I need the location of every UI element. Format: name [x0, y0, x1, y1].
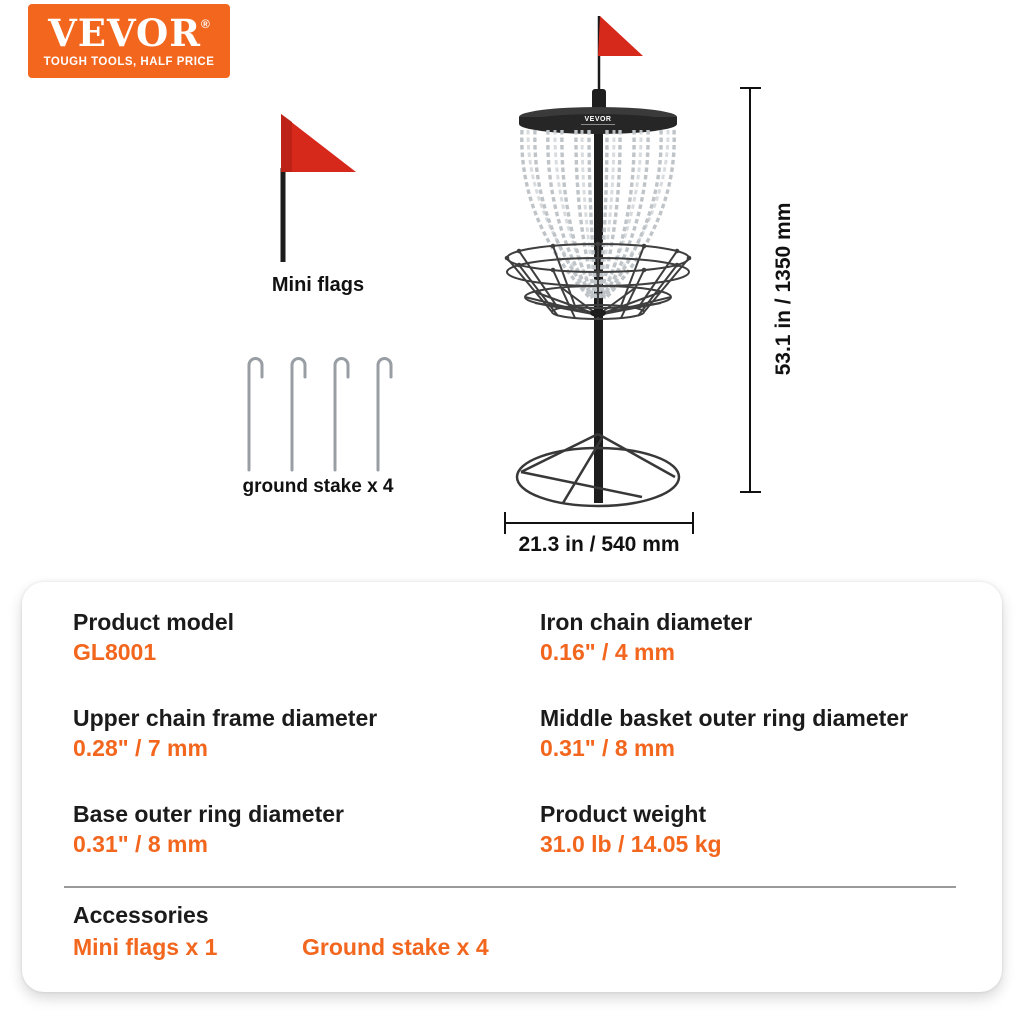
mini-flags-label: Mini flags	[271, 274, 365, 296]
spec-value: 0.31" / 8 mm	[540, 735, 675, 761]
spec-iron-chain-diameter	[540, 608, 980, 667]
spec-value: 0.28" / 7 mm	[73, 735, 208, 761]
spec-product-model	[73, 608, 513, 667]
spec-label: Product weight	[540, 801, 707, 827]
brand-name: VEVOR	[48, 10, 202, 55]
spec-label: Iron chain diameter	[540, 609, 753, 635]
ground-stake-icon	[378, 359, 391, 471]
spec-value: GL8001	[73, 639, 157, 665]
ground-stake-label: ground stake x 4	[242, 476, 394, 497]
registered-mark-icon: ®	[201, 16, 210, 31]
accessory-mini-flags: Mini flags x 1	[73, 934, 218, 960]
card-divider	[64, 886, 956, 888]
mini-flag-shade	[281, 114, 292, 172]
accessories-title: Accessories	[73, 902, 209, 928]
spec-product-weight	[540, 800, 980, 859]
height-dimension-label: 53.1 in / 1350 mm	[772, 202, 795, 376]
basket-band-tagline-line	[581, 124, 615, 125]
basket-hub	[590, 309, 606, 317]
top-chain-band	[519, 107, 677, 134]
spec-label: Product model	[73, 609, 235, 635]
spec-middle-basket-outer-ring-diameter	[540, 704, 980, 763]
ground-stake-icon	[335, 359, 348, 471]
spec-label: Upper chain frame diameter	[73, 705, 378, 731]
accessory-ground-stake: Ground stake x 4	[302, 934, 489, 960]
mini-flag-illustration	[281, 114, 356, 262]
ground-stake-icon	[249, 359, 262, 471]
basket-illustration	[505, 16, 692, 506]
spec-value: 0.16" / 4 mm	[540, 639, 675, 665]
height-dimension-line	[740, 88, 761, 492]
spec-label: Middle basket outer ring diameter	[540, 705, 909, 731]
width-dimension-label: 21.3 in / 540 mm	[518, 533, 680, 556]
spec-value: 0.31" / 8 mm	[73, 831, 208, 857]
basket-flag-icon	[598, 16, 643, 56]
vevor-logo-tagline: TOUGH TOOLS, HALF PRICE	[43, 55, 215, 68]
spec-value: 31.0 lb / 14.05 kg	[540, 831, 722, 857]
ground-stakes-illustration	[249, 359, 391, 471]
spec-card	[22, 582, 1002, 992]
mini-flag-icon	[281, 114, 356, 172]
ground-stake-icon	[292, 359, 305, 471]
middle-basket	[507, 244, 689, 319]
spec-upper-chain-frame-diameter	[73, 704, 513, 763]
width-dimension-line	[505, 512, 693, 534]
basket-band-brand: VEVOR	[584, 116, 612, 123]
spec-base-outer-ring-diameter	[73, 800, 513, 859]
spec-label: Base outer ring diameter	[73, 801, 344, 827]
